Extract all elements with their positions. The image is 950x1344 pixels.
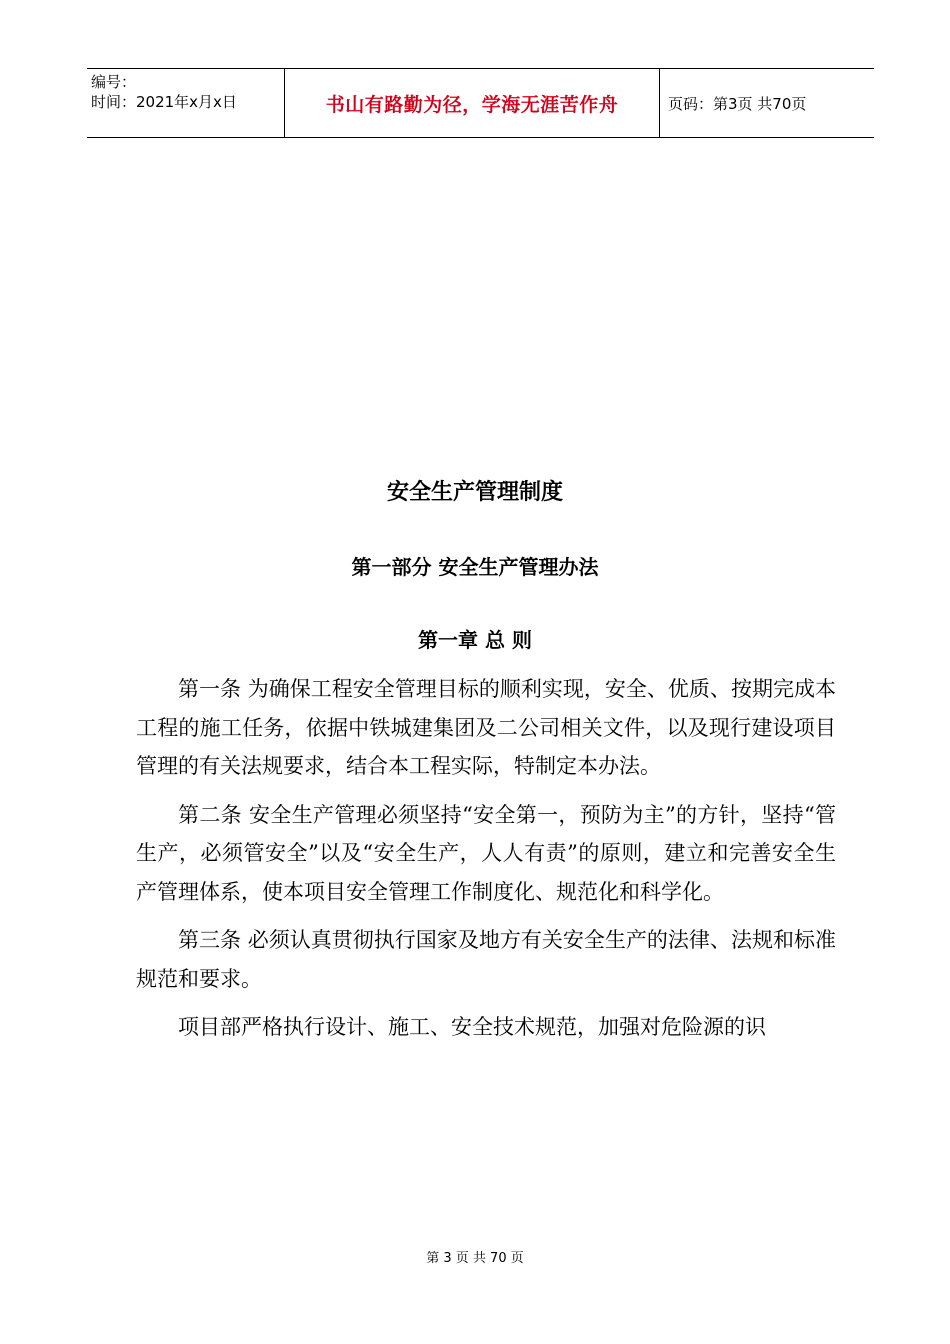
motto: 书山有路勤为径，学海无涯苦作舟	[325, 93, 619, 116]
document-title: 安全生产管理制度	[386, 480, 563, 505]
article-paragraph: 项目部严格执行设计、施工、安全技术规范，加强对危险源的识	[178, 1015, 766, 1039]
page-header	[87, 68, 874, 138]
part-heading: 第一部分 安全生产管理办法	[351, 555, 599, 579]
time-label: 时间：2021年x月x日	[91, 93, 237, 111]
article-paragraph: 第二条 安全生产管理必须坚持“安全第一，预防为主”的方针，坚持“管生产，必须管安全”以及“安全生产，人人有责”的原则，建立和完善安全生产管理体系，使本项目安全管理工作制度化、规范化和科学化。	[136, 802, 836, 904]
article-paragraph: 第三条 必须认真贯彻执行国家及地方有关安全生产的法律、法规和标准规范和要求。	[136, 928, 836, 991]
chapter-heading: 第一章 总 则	[418, 628, 532, 652]
header-motto-cell	[285, 69, 660, 137]
document-body	[136, 670, 836, 1057]
page-info: 页码：第3页 共70页	[668, 94, 807, 113]
serial-label: 编号：	[91, 73, 137, 91]
page-footer: 第 3 页 共 70 页	[426, 1251, 524, 1266]
header-page-cell	[660, 69, 874, 137]
header-meta	[87, 69, 285, 137]
article-paragraph: 第一条 为确保工程安全管理目标的顺利实现，安全、优质、按期完成本工程的施工任务，依据中铁城建集团及二公司相关文件，以及现行建设项目管理的有关法规要求，结合本工程实际，特制定本办法。	[136, 677, 836, 778]
